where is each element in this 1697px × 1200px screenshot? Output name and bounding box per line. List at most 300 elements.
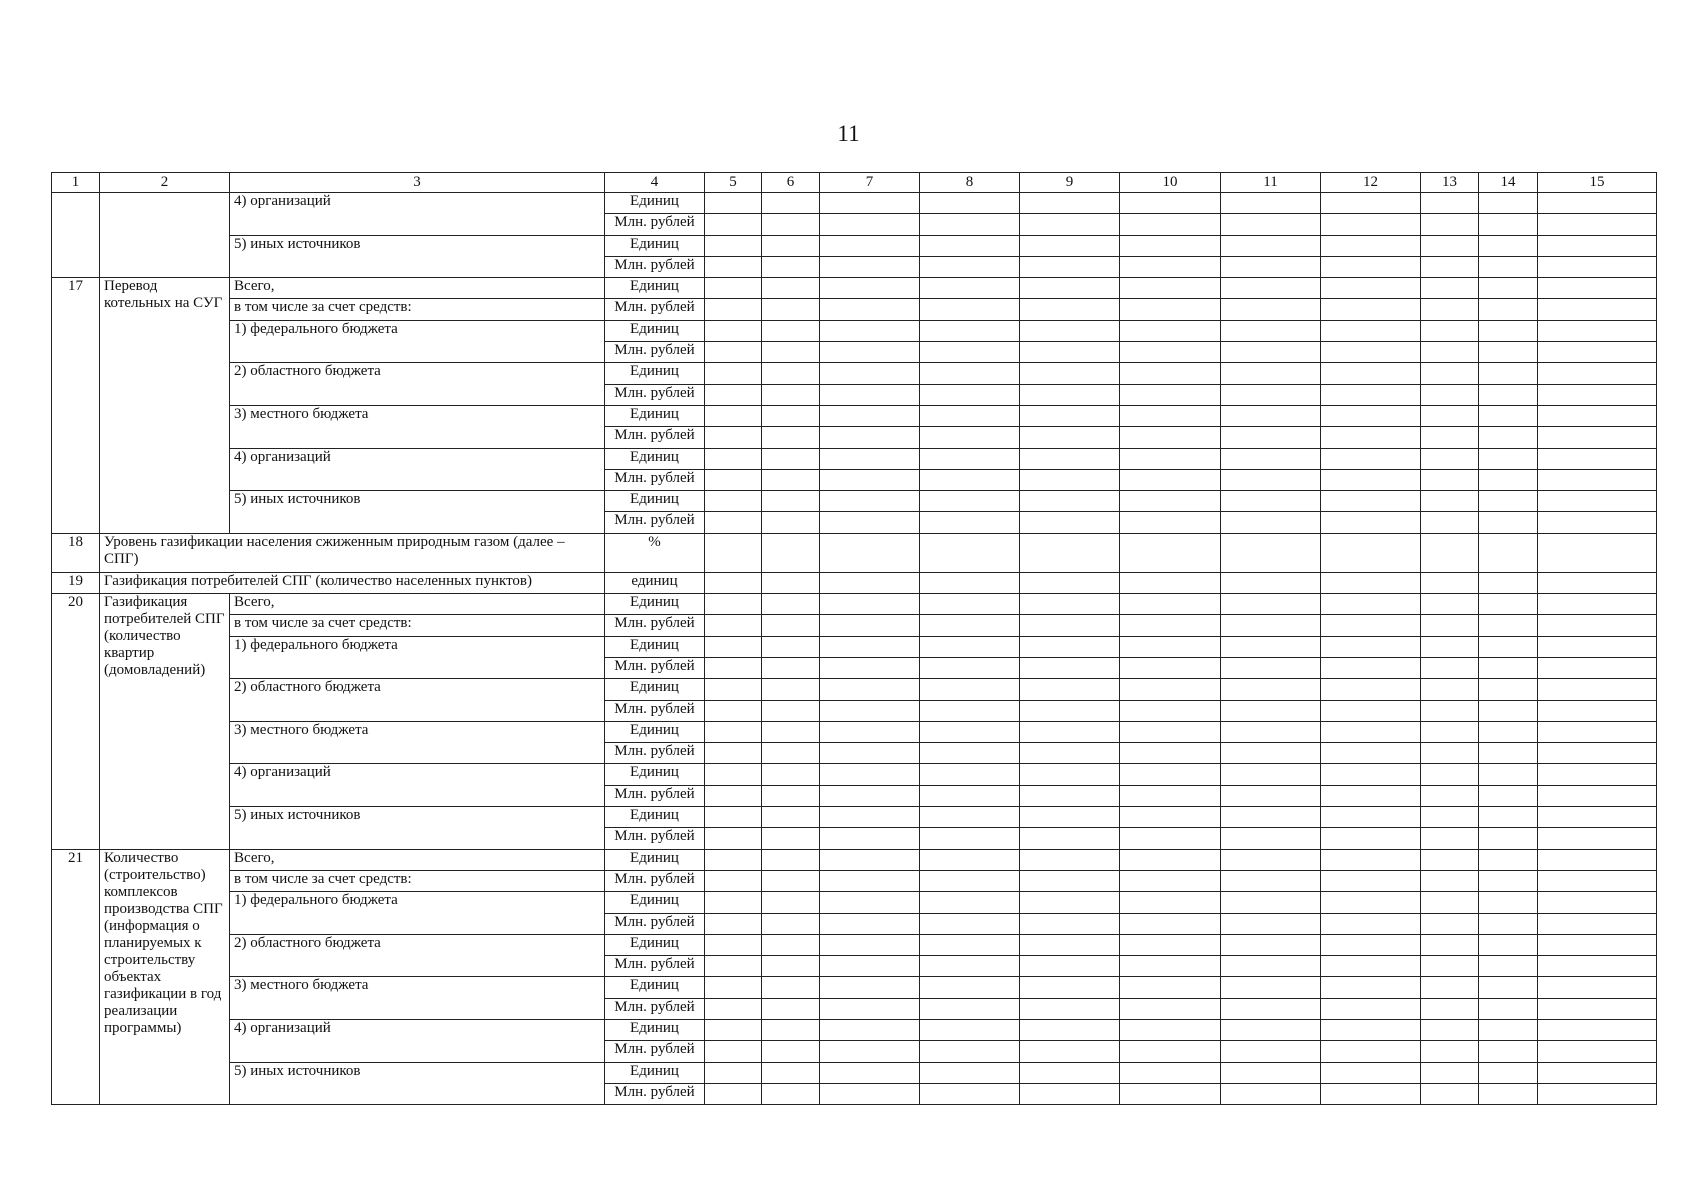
value-cell xyxy=(1221,615,1321,636)
value-cell xyxy=(1221,657,1321,678)
value-cell xyxy=(920,913,1020,934)
value-cell xyxy=(920,679,1020,700)
value-cell xyxy=(705,342,762,363)
value-cell xyxy=(1479,785,1538,806)
value-cell xyxy=(1421,533,1479,572)
value-cell xyxy=(705,427,762,448)
value-cell xyxy=(1020,469,1120,490)
value-cell xyxy=(1020,235,1120,256)
value-cell xyxy=(920,1083,1020,1104)
value-cell xyxy=(1221,913,1321,934)
header-row xyxy=(52,173,1657,193)
value-cell xyxy=(762,299,820,320)
value-cell xyxy=(1321,977,1421,998)
source-label: 5) иных источников xyxy=(230,1062,605,1105)
value-cell xyxy=(820,828,920,849)
value-cell xyxy=(1221,700,1321,721)
value-cell xyxy=(1120,572,1221,593)
table-row xyxy=(52,615,1657,636)
value-cell xyxy=(1221,214,1321,235)
value-cell xyxy=(1538,278,1657,299)
value-cell xyxy=(820,533,920,572)
data-table xyxy=(51,172,1657,1105)
value-cell xyxy=(1321,1083,1421,1104)
value-cell xyxy=(1120,934,1221,955)
table-row xyxy=(52,636,1657,657)
unit-cell: Млн. рублей xyxy=(605,384,705,405)
column-header: 6 xyxy=(762,173,820,193)
source-label: 3) местного бюджета xyxy=(230,977,605,1020)
value-cell xyxy=(1120,594,1221,615)
value-cell xyxy=(1421,849,1479,870)
unit-cell: Млн. рублей xyxy=(605,870,705,891)
value-cell xyxy=(820,405,920,426)
value-cell xyxy=(1479,572,1538,593)
value-cell xyxy=(1120,1019,1221,1040)
value-cell xyxy=(820,1083,920,1104)
value-cell xyxy=(920,342,1020,363)
value-cell xyxy=(1321,807,1421,828)
value-cell xyxy=(762,956,820,977)
value-cell xyxy=(920,405,1020,426)
source-label: 3) местного бюджета xyxy=(230,721,605,764)
value-cell xyxy=(1321,828,1421,849)
value-cell xyxy=(1221,491,1321,512)
source-label: 4) организаций xyxy=(230,1019,605,1062)
value-cell xyxy=(1120,998,1221,1019)
table-row xyxy=(52,679,1657,700)
value-cell xyxy=(705,807,762,828)
value-cell xyxy=(1321,572,1421,593)
value-cell xyxy=(1421,956,1479,977)
table-row xyxy=(52,278,1657,299)
value-cell xyxy=(1221,594,1321,615)
value-cell xyxy=(1421,615,1479,636)
value-cell xyxy=(1221,934,1321,955)
value-cell xyxy=(1479,1062,1538,1083)
source-label: 3) местного бюджета xyxy=(230,405,605,448)
value-cell xyxy=(1120,828,1221,849)
value-cell xyxy=(1321,405,1421,426)
value-cell xyxy=(1321,427,1421,448)
value-cell xyxy=(705,320,762,341)
value-cell xyxy=(1020,657,1120,678)
value-cell xyxy=(762,384,820,405)
table-row xyxy=(52,193,1657,214)
value-cell xyxy=(1221,469,1321,490)
value-cell xyxy=(1538,235,1657,256)
value-cell xyxy=(1221,533,1321,572)
table-row xyxy=(52,849,1657,870)
value-cell xyxy=(1120,870,1221,891)
value-cell xyxy=(1321,384,1421,405)
value-cell xyxy=(762,512,820,533)
value-cell xyxy=(705,828,762,849)
value-cell xyxy=(920,256,1020,277)
column-header: 7 xyxy=(820,173,920,193)
value-cell xyxy=(1321,235,1421,256)
value-cell xyxy=(1479,448,1538,469)
value-cell xyxy=(1421,299,1479,320)
unit-cell: Млн. рублей xyxy=(605,512,705,533)
value-cell xyxy=(820,214,920,235)
value-cell xyxy=(820,491,920,512)
value-cell xyxy=(1538,998,1657,1019)
unit-cell: Млн. рублей xyxy=(605,299,705,320)
value-cell xyxy=(1020,636,1120,657)
unit-cell: Единиц xyxy=(605,636,705,657)
unit-cell: Млн. рублей xyxy=(605,913,705,934)
value-cell xyxy=(762,214,820,235)
value-cell xyxy=(1120,533,1221,572)
value-cell xyxy=(1421,320,1479,341)
value-cell xyxy=(1020,384,1120,405)
value-cell xyxy=(1479,956,1538,977)
value-cell xyxy=(705,870,762,891)
indicator-name-cell: Перевод котельных на СУГ xyxy=(100,278,230,534)
value-cell xyxy=(1221,892,1321,913)
value-cell xyxy=(1321,512,1421,533)
unit-cell: Млн. рублей xyxy=(605,1041,705,1062)
value-cell xyxy=(1120,743,1221,764)
value-cell xyxy=(705,657,762,678)
row-number-cell xyxy=(52,193,100,278)
value-cell xyxy=(1421,342,1479,363)
value-cell xyxy=(1221,299,1321,320)
value-cell xyxy=(1538,491,1657,512)
unit-cell: Единиц xyxy=(605,594,705,615)
value-cell xyxy=(1421,193,1479,214)
value-cell xyxy=(1321,913,1421,934)
value-cell xyxy=(1120,193,1221,214)
value-cell xyxy=(762,977,820,998)
value-cell xyxy=(762,657,820,678)
value-cell xyxy=(1479,469,1538,490)
value-cell xyxy=(820,320,920,341)
value-cell xyxy=(1479,934,1538,955)
value-cell xyxy=(1221,193,1321,214)
value-cell xyxy=(705,278,762,299)
value-cell xyxy=(1221,278,1321,299)
value-cell xyxy=(1538,1019,1657,1040)
unit-cell: Млн. рублей xyxy=(605,657,705,678)
value-cell xyxy=(920,636,1020,657)
value-cell xyxy=(1479,636,1538,657)
value-cell xyxy=(1020,405,1120,426)
value-cell xyxy=(1221,1083,1321,1104)
value-cell xyxy=(1479,913,1538,934)
value-cell xyxy=(1538,214,1657,235)
value-cell xyxy=(1020,849,1120,870)
unit-cell: Единиц xyxy=(605,721,705,742)
value-cell xyxy=(1321,363,1421,384)
value-cell xyxy=(1538,256,1657,277)
value-cell xyxy=(1221,256,1321,277)
value-cell xyxy=(1479,657,1538,678)
value-cell xyxy=(1479,594,1538,615)
value-cell xyxy=(1538,892,1657,913)
value-cell xyxy=(1538,828,1657,849)
table-row xyxy=(52,1062,1657,1083)
value-cell xyxy=(1538,764,1657,785)
column-header: 14 xyxy=(1479,173,1538,193)
value-cell xyxy=(1020,956,1120,977)
value-cell xyxy=(1538,743,1657,764)
value-cell xyxy=(1020,1041,1120,1062)
value-cell xyxy=(1538,934,1657,955)
source-label: 2) областного бюджета xyxy=(230,934,605,977)
value-cell xyxy=(920,1062,1020,1083)
value-cell xyxy=(1020,785,1120,806)
value-cell xyxy=(705,363,762,384)
unit-cell: единиц xyxy=(605,572,705,593)
value-cell xyxy=(920,363,1020,384)
value-cell xyxy=(920,1041,1020,1062)
value-cell xyxy=(1421,807,1479,828)
value-cell xyxy=(820,1062,920,1083)
value-cell xyxy=(1479,278,1538,299)
value-cell xyxy=(705,913,762,934)
value-cell xyxy=(1120,1041,1221,1062)
column-header: 10 xyxy=(1120,173,1221,193)
value-cell xyxy=(920,533,1020,572)
value-cell xyxy=(1221,384,1321,405)
value-cell xyxy=(820,807,920,828)
value-cell xyxy=(820,785,920,806)
table-row xyxy=(52,721,1657,742)
value-cell xyxy=(1538,913,1657,934)
value-cell xyxy=(762,1083,820,1104)
value-cell xyxy=(920,657,1020,678)
value-cell xyxy=(1120,679,1221,700)
value-cell xyxy=(1479,892,1538,913)
value-cell xyxy=(1421,934,1479,955)
value-cell xyxy=(1020,342,1120,363)
value-cell xyxy=(1479,849,1538,870)
value-cell xyxy=(762,700,820,721)
value-cell xyxy=(1421,743,1479,764)
value-cell xyxy=(920,512,1020,533)
value-cell xyxy=(1020,1062,1120,1083)
value-cell xyxy=(705,299,762,320)
value-cell xyxy=(920,870,1020,891)
value-cell xyxy=(1479,743,1538,764)
value-cell xyxy=(820,363,920,384)
value-cell xyxy=(1120,469,1221,490)
value-cell xyxy=(705,405,762,426)
value-cell xyxy=(1538,427,1657,448)
value-cell xyxy=(1538,1062,1657,1083)
value-cell xyxy=(705,533,762,572)
table-row xyxy=(52,572,1657,593)
value-cell xyxy=(705,977,762,998)
value-cell xyxy=(820,469,920,490)
value-cell xyxy=(1120,913,1221,934)
column-header: 8 xyxy=(920,173,1020,193)
table-row xyxy=(52,1019,1657,1040)
unit-cell: Млн. рублей xyxy=(605,743,705,764)
column-header: 3 xyxy=(230,173,605,193)
value-cell xyxy=(1479,700,1538,721)
value-cell xyxy=(1538,363,1657,384)
unit-cell: Млн. рублей xyxy=(605,214,705,235)
value-cell xyxy=(705,721,762,742)
unit-cell: % xyxy=(605,533,705,572)
value-cell xyxy=(1321,299,1421,320)
value-cell xyxy=(1321,491,1421,512)
value-cell xyxy=(820,700,920,721)
indicator-name-cell: Газификация потребителей СПГ (количество населенных пунктов) xyxy=(100,572,605,593)
value-cell xyxy=(920,469,1020,490)
value-cell xyxy=(1321,849,1421,870)
value-cell xyxy=(1421,491,1479,512)
value-cell xyxy=(1221,721,1321,742)
table-row xyxy=(52,299,1657,320)
value-cell xyxy=(1421,1062,1479,1083)
value-cell xyxy=(1020,363,1120,384)
value-cell xyxy=(762,469,820,490)
value-cell xyxy=(1020,193,1120,214)
column-header: 12 xyxy=(1321,173,1421,193)
unit-cell: Единиц xyxy=(605,448,705,469)
table-row xyxy=(52,870,1657,891)
value-cell xyxy=(1221,235,1321,256)
value-cell xyxy=(1221,956,1321,977)
value-cell xyxy=(1321,615,1421,636)
value-cell xyxy=(1221,828,1321,849)
value-cell xyxy=(1020,278,1120,299)
value-cell xyxy=(1421,469,1479,490)
value-cell xyxy=(705,256,762,277)
value-cell xyxy=(1120,342,1221,363)
indicator-name-cell: Газификация потребителей СПГ (количество квартир (домовладений) xyxy=(100,594,230,850)
value-cell xyxy=(1538,448,1657,469)
value-cell xyxy=(1321,721,1421,742)
table-row xyxy=(52,764,1657,785)
value-cell xyxy=(1479,214,1538,235)
value-cell xyxy=(1020,807,1120,828)
value-cell xyxy=(920,764,1020,785)
value-cell xyxy=(1421,256,1479,277)
table-row xyxy=(52,491,1657,512)
value-cell xyxy=(1538,572,1657,593)
value-cell xyxy=(705,892,762,913)
value-cell xyxy=(705,956,762,977)
value-cell xyxy=(1120,491,1221,512)
value-cell xyxy=(1020,594,1120,615)
value-cell xyxy=(762,764,820,785)
value-cell xyxy=(1020,913,1120,934)
value-cell xyxy=(762,870,820,891)
value-cell xyxy=(1120,256,1221,277)
value-cell xyxy=(1221,764,1321,785)
value-cell xyxy=(705,214,762,235)
value-cell xyxy=(820,615,920,636)
value-cell xyxy=(920,299,1020,320)
value-cell xyxy=(762,405,820,426)
value-cell xyxy=(1020,764,1120,785)
value-cell xyxy=(1020,427,1120,448)
value-cell xyxy=(1321,764,1421,785)
value-cell xyxy=(705,491,762,512)
indicator-name-cell xyxy=(100,193,230,278)
value-cell xyxy=(820,299,920,320)
table-row xyxy=(52,892,1657,913)
unit-cell: Млн. рублей xyxy=(605,998,705,1019)
value-cell xyxy=(1020,214,1120,235)
value-cell xyxy=(1421,1083,1479,1104)
value-cell xyxy=(705,849,762,870)
value-cell xyxy=(1538,785,1657,806)
value-cell xyxy=(920,278,1020,299)
value-cell xyxy=(705,384,762,405)
value-cell xyxy=(1120,384,1221,405)
value-cell xyxy=(1479,363,1538,384)
column-header: 5 xyxy=(705,173,762,193)
value-cell xyxy=(1020,700,1120,721)
value-cell xyxy=(1321,342,1421,363)
value-cell xyxy=(762,256,820,277)
value-cell xyxy=(1421,700,1479,721)
value-cell xyxy=(1538,384,1657,405)
value-cell xyxy=(1538,405,1657,426)
value-cell xyxy=(920,956,1020,977)
value-cell xyxy=(1321,193,1421,214)
value-cell xyxy=(1538,870,1657,891)
value-cell xyxy=(705,512,762,533)
value-cell xyxy=(762,998,820,1019)
value-cell xyxy=(1120,700,1221,721)
value-cell xyxy=(1479,491,1538,512)
value-cell xyxy=(762,533,820,572)
value-cell xyxy=(1421,1041,1479,1062)
value-cell xyxy=(1321,1041,1421,1062)
value-cell xyxy=(1020,299,1120,320)
value-cell xyxy=(820,977,920,998)
value-cell xyxy=(1221,320,1321,341)
value-cell xyxy=(762,828,820,849)
value-cell xyxy=(1120,657,1221,678)
source-label-including: в том числе за счет средств: xyxy=(230,615,605,636)
unit-cell: Единиц xyxy=(605,1019,705,1040)
unit-cell: Единиц xyxy=(605,320,705,341)
value-cell xyxy=(705,743,762,764)
unit-cell: Млн. рублей xyxy=(605,700,705,721)
source-label-total: Всего, xyxy=(230,849,605,870)
value-cell xyxy=(1538,512,1657,533)
value-cell xyxy=(705,235,762,256)
value-cell xyxy=(920,193,1020,214)
value-cell xyxy=(762,785,820,806)
source-label: 1) федерального бюджета xyxy=(230,892,605,935)
value-cell xyxy=(1479,512,1538,533)
value-cell xyxy=(1020,320,1120,341)
value-cell xyxy=(1421,363,1479,384)
unit-cell: Единиц xyxy=(605,807,705,828)
value-cell xyxy=(1321,956,1421,977)
source-label-total: Всего, xyxy=(230,594,605,615)
indicator-name-cell: Количество (строительство) комплексов производства СПГ (информация о планируемых к строительству объектах газификации в год реализации программы) xyxy=(100,849,230,1105)
value-cell xyxy=(1479,870,1538,891)
row-number-cell: 21 xyxy=(52,849,100,1105)
value-cell xyxy=(1479,384,1538,405)
value-cell xyxy=(1120,721,1221,742)
value-cell xyxy=(705,785,762,806)
value-cell xyxy=(1321,870,1421,891)
value-cell xyxy=(1020,828,1120,849)
value-cell xyxy=(920,828,1020,849)
value-cell xyxy=(1020,615,1120,636)
